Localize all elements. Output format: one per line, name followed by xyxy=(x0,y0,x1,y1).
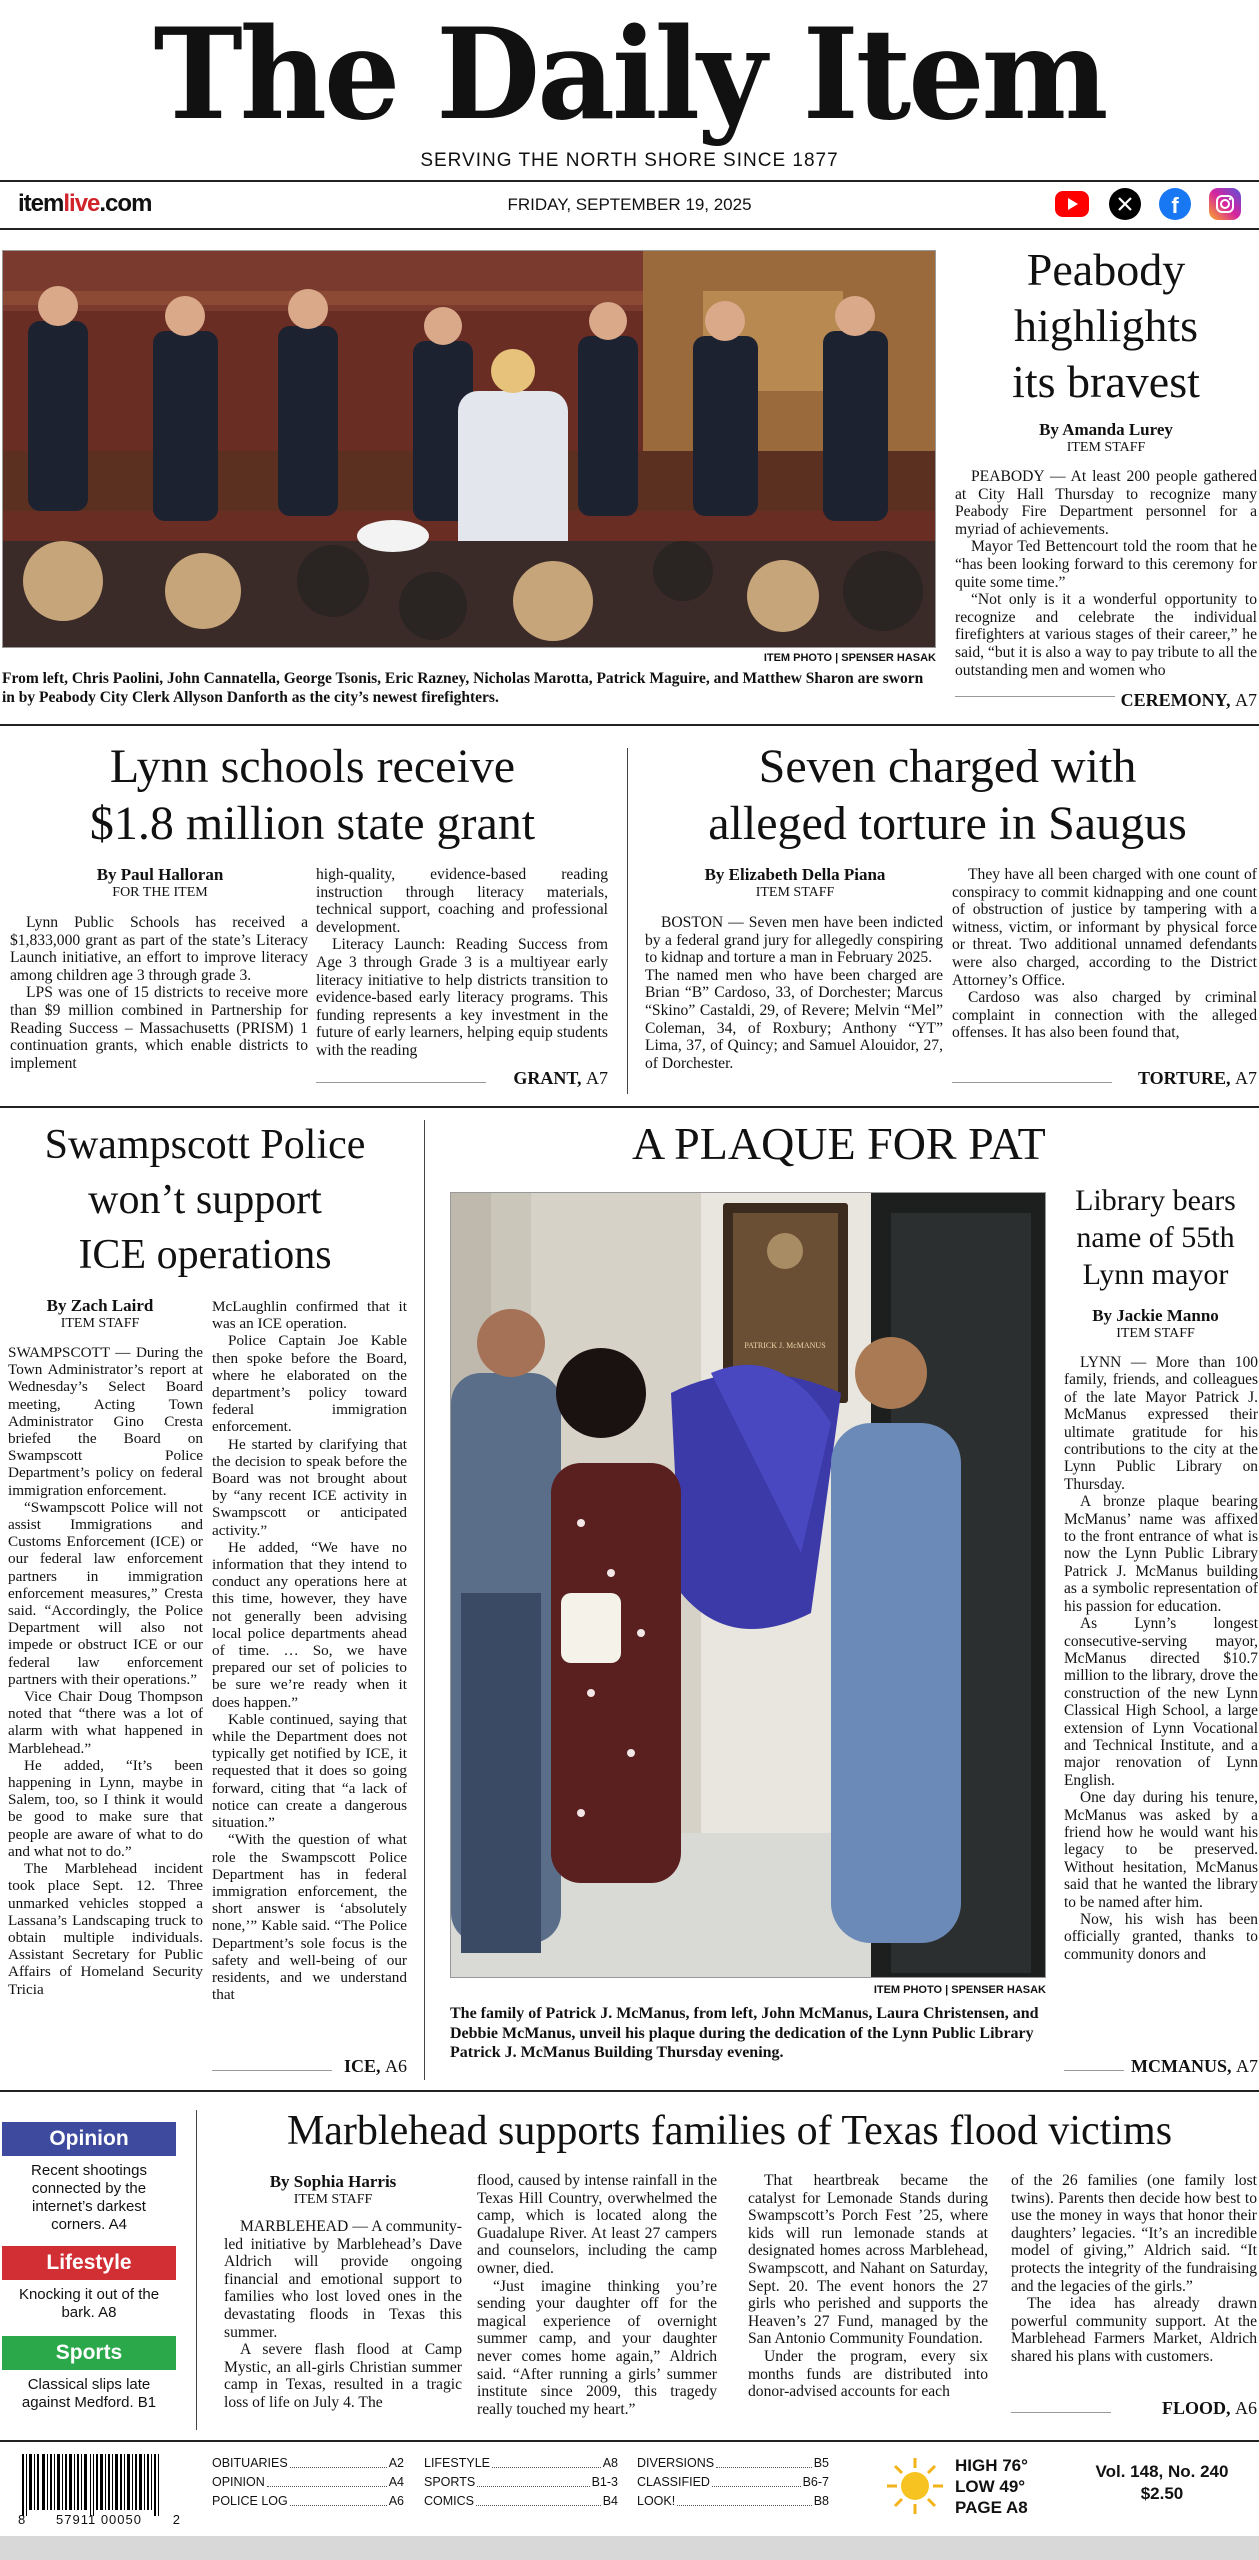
story-body-saugus-col2 xyxy=(952,866,1257,1062)
paragraph: PEABODY — At least 200 people gathered at City Hall Thursday to recognize many Peabody Fire Department personnel for a myriad of achievements. xyxy=(955,468,1257,538)
paragraph: He added, “It’s been happening in Lynn, maybe in Salem, too, so I think it would be good to make sure that people are aware of what to do and what not to do.” xyxy=(8,1756,203,1860)
section-promo-opinion[interactable] xyxy=(2,2122,176,2240)
jump-page: A7 xyxy=(1236,2056,1258,2076)
jump-word: TORTURE, xyxy=(1137,1068,1231,1088)
paragraph: BOSTON — Seven men have been indicted by a federal grand jury for allegedly conspiring to kidnap and torture a man in February 2025. xyxy=(645,914,943,967)
headline-line: won’t support xyxy=(88,1177,322,1223)
author-name: By Sophia Harris xyxy=(269,2172,397,2191)
paragraph: LPS was one of 15 districts to receive more than $9 million combined in Partnership for Reading Success – Massachusetts (PRISM) 1 continuation grants, which enable districts to implement xyxy=(10,984,308,1072)
jump-page: A6 xyxy=(385,2056,407,2076)
author-name: By Zach Laird xyxy=(46,1296,154,1315)
index-item[interactable]: CLASSIFIED B6-7 xyxy=(637,2475,829,2489)
author-name: By Jackie Manno xyxy=(1092,1306,1219,1325)
jump-word: ICE, xyxy=(343,2056,381,2076)
story-body-swampscott-col1 xyxy=(8,1344,203,2036)
author-role: ITEM STAFF xyxy=(1066,440,1146,455)
issue-date: FRIDAY, SEPTEMBER 19, 2025 xyxy=(507,195,752,214)
section-teaser: Knocking it out of the bark. A8 xyxy=(18,2286,160,2321)
masthead-tagline: SERVING THE NORTH SHORE SINCE 1877 xyxy=(420,150,839,171)
headline-line: alleged torture in Saugus xyxy=(708,797,1187,850)
photo-caption: The family of Patrick J. McManus, from left, John McManus, Laura Christensen, and Debbie McManus, unveil his plaque during the dedication of the Lynn Public Library Patrick J. McManus Building Thursday evening. xyxy=(450,2005,1039,2061)
site-prefix: item xyxy=(18,190,64,217)
story-headline-swampscott[interactable] xyxy=(0,1118,410,1283)
story-body-marblehead-col2 xyxy=(477,2172,717,2430)
paragraph: “Just imagine thinking you’re sending your daughter off for the magical experience of overnight summer camp, and your daughter never comes home again,” Aldrich said. “After running a girls’ summer institute since 2009, this tragedy really touched my heart.” xyxy=(477,2277,717,2418)
weather-page: PAGE A8 xyxy=(955,2498,1028,2517)
section-title: Opinion xyxy=(2,2122,176,2156)
instagram-icon[interactable] xyxy=(1209,188,1241,220)
paragraph: “Swampscott Police will not assist Immigrations and Customs Enforcement (ICE) or our federal law enforcement partners in immigration enforcement measures,” Cresta said. “Accordingly, the Police Department will also not impede or obstruct ICE or our federal law enforcement partners with their operations.” xyxy=(8,1498,203,1688)
headline-line: highlights xyxy=(1013,300,1199,351)
column-rule xyxy=(627,748,628,1094)
paragraph: flood, caused by intense rainfall in the Texas Hill Country, overwhelmed the camp, which is located along the Guadalupe River. At least 27 campers and counselors, including the camp owner, died. xyxy=(477,2172,717,2277)
headline-line: Lynn schools receive xyxy=(109,740,516,793)
headline-line: its bravest xyxy=(1012,356,1200,407)
jump-link-mcmanus[interactable] xyxy=(1064,2056,1258,2077)
paragraph: He added, “We have no information that they intend to conduct any operations here at this time, however, they have not generally been advising local police departments ahead of time. … So, we have prepared our set of policies to be sure we’re ready when it does happen.” xyxy=(212,1538,407,1711)
price: $2.50 xyxy=(1140,2484,1184,2503)
jump-link-ice[interactable] xyxy=(212,2056,407,2077)
section-title: Lifestyle xyxy=(2,2246,176,2280)
index-item[interactable]: SPORTS B1-3 xyxy=(424,2475,618,2489)
facebook-icon[interactable]: f xyxy=(1159,188,1191,220)
paragraph: Mayor Ted Bettencourt told the room that he “has been looking forward to this ceremony for quite some time.” xyxy=(955,538,1257,591)
paragraph: “With the question of what role the Swampscott Police Department has in federal immigration enforcement, the short answer is ‘absolutely none,’” Kable said. “The Police Department’s sole focus is the safety and well-being of our residents, and we understand that xyxy=(212,1831,407,2004)
paragraph: Lynn Public Schools has received a $1,833,000 grant as part of the state’s Literacy Launch initiative, an effort to improve literacy among children age 3 through grade 3. xyxy=(10,914,308,984)
site-suffix: .com xyxy=(99,190,152,217)
index-item[interactable]: COMICS B4 xyxy=(424,2494,618,2508)
paragraph: Now, his wish has been officially granted, thanks to community donors and xyxy=(1064,1911,1258,1963)
story-body-marblehead-col4 xyxy=(1011,2172,1257,2382)
masthead-divider-bottom xyxy=(0,228,1259,230)
section-title: Sports xyxy=(2,2336,176,2370)
headline-line: name of 55th xyxy=(1076,1221,1235,1254)
column-rule xyxy=(196,2110,197,2430)
masthead-title: The Daily Item xyxy=(153,0,1106,149)
author-role: ITEM STAFF xyxy=(60,1316,140,1331)
headline-line: ICE operations xyxy=(78,1232,332,1278)
barcode-number: 57911 00050 xyxy=(56,2512,142,2527)
bottom-bar xyxy=(0,2536,1259,2560)
paragraph: A bronze plaque bearing McManus’ name was affixed to the front entrance of what is now the Lynn Public Library Patrick J. McManus building as a symbolic representation of his passion for education. xyxy=(1064,1493,1258,1615)
story-body-library xyxy=(1064,1354,1258,2050)
byline-library xyxy=(1052,1306,1259,1342)
plaque-photo xyxy=(450,1192,1046,1978)
story-headline-marblehead[interactable]: Marblehead supports families of Texas flood victims xyxy=(286,2108,1173,2154)
story-body-saugus-col1 xyxy=(645,914,943,1094)
section-divider xyxy=(0,2090,1259,2092)
index-item[interactable]: POLICE LOG A6 xyxy=(212,2494,404,2508)
index-item[interactable]: DIVERSIONS B5 xyxy=(637,2456,829,2470)
jump-page: A7 xyxy=(1235,1068,1257,1088)
masthead-divider-top xyxy=(0,180,1259,182)
byline-saugus xyxy=(645,865,945,901)
author-role: FOR THE ITEM xyxy=(112,885,208,900)
paragraph: Kable continued, saying that while the Department does not typically get notified by ICE, it requested that it does so going forward, citing that “a lack of notice can create a dangerous situation.” xyxy=(212,1710,407,1832)
issue-info xyxy=(1072,2461,1252,2505)
volume-number: Vol. 148, No. 240 xyxy=(1095,2462,1229,2481)
paragraph: The idea has already drawn powerful community support. At the Marblehead Farmers Market, Aldrich shared his plans with customers. xyxy=(1011,2295,1257,2365)
headline-line: Seven charged with xyxy=(758,740,1137,793)
section-teaser: Recent shootings connected by the internet’s darkest corners. A4 xyxy=(31,2162,147,2233)
jump-page: A7 xyxy=(586,1068,608,1088)
jump-word: FLOOD, xyxy=(1161,2398,1231,2418)
author-role: ITEM STAFF xyxy=(755,885,835,900)
paragraph: MARBLEHEAD — A community-led initiative by Marblehead’s Dave Aldrich will provide ongoing financial and emotional support to families who lost loved ones in the devastating floods in Texas this summer. xyxy=(224,2218,462,2341)
index-item[interactable]: LOOK! B8 xyxy=(637,2494,829,2508)
headline-line: $1.8 million state grant xyxy=(89,797,536,850)
story-headline-saugus[interactable] xyxy=(636,738,1259,852)
paragraph: Under the program, every six months funds are distributed into donor-advised accounts for each xyxy=(748,2347,988,2401)
paragraph: A severe flash flood at Camp Mystic, an all-girls Christian summer camp in Texas, resulted in a tragic loss of life on July 4. The xyxy=(224,2341,462,2411)
index-item[interactable]: LIFESTYLE A8 xyxy=(424,2456,618,2470)
paragraph: Vice Chair Doug Thompson noted that “there was a lot of alarm with what happened in Marblehead.” xyxy=(8,1688,203,1757)
paragraph: of the 26 families (one family lost twins). Parents then decide how best to use the money in ways that honor their daughters’ legacies. “It’s an incredible model of giving,” Aldrich said. “It protects the integrity of the fundraising and the legacies of the girls.” xyxy=(1011,2172,1257,2295)
author-name: By Elizabeth Della Piana xyxy=(704,865,886,884)
jump-link-grant[interactable] xyxy=(316,1068,608,1089)
byline-lynn-schools xyxy=(10,865,310,901)
paragraph: SWAMPSCOTT — During the Town Administrator’s report at Wednesday’s Select Board meeting, Acting Town Administrator Gino Cresta briefed the Board on Swampscott Police Department’s policy on federal immigration enforcement. xyxy=(8,1344,203,1499)
column-rule xyxy=(424,1120,425,2080)
sun-icon xyxy=(885,2456,945,2516)
section-teaser: Classical slips late against Medford. B1 xyxy=(21,2376,157,2411)
jump-page: A6 xyxy=(1235,2398,1257,2418)
byline-peabody xyxy=(955,420,1257,456)
photo-credit: ITEM PHOTO | SPENSER HASAK xyxy=(873,1984,1046,1996)
paragraph: The Marblehead incident took place Sept. 12. Three unmarked vehicles stopped a Lassana’s Landscaping truck to obtain multiple individuals. Assistant Secretary for Public Affairs of Homeland Security Tricia xyxy=(8,1860,203,1998)
barcode xyxy=(18,2454,180,2532)
jump-link-torture[interactable] xyxy=(952,1068,1257,1089)
footer-divider xyxy=(0,2440,1259,2442)
story-body-lynn-schools-col1 xyxy=(10,914,308,1094)
jump-link-ceremony[interactable] xyxy=(955,690,1257,711)
index-column-1 xyxy=(212,2454,404,2511)
paragraph: “Not only is it a wonderful opportunity to recognize and celebrate the individual firefighters at various stages of their career,” he said, “but it is also a way to pay tribute to all the outstanding men and women who xyxy=(955,591,1257,679)
weather-high: HIGH 76° xyxy=(955,2456,1028,2475)
headline-line: Swampscott Police xyxy=(44,1122,366,1168)
story-banner-plaque[interactable]: A PLAQUE FOR PAT xyxy=(632,1118,1046,1169)
section-divider xyxy=(0,724,1259,726)
story-headline-peabody[interactable] xyxy=(955,242,1257,410)
firefighters-photo xyxy=(2,250,936,648)
story-body-marblehead-col3 xyxy=(748,2172,988,2430)
headline-line: Library bears xyxy=(1075,1184,1236,1217)
paragraph: The named men who have been charged are Brian “B” Cardoso, 33, of Dorchester; Marcus “Skino” Castaldi, 29, of Revere; Melvin “Mel” Coleman, 34, of Roxbury; Anthony “YT” Lima, 37, of Quincy; and Samuel Alouidor, 27, of Dorchester. xyxy=(645,966,943,1072)
section-divider xyxy=(0,1106,1259,1108)
site-live: live xyxy=(63,190,100,217)
story-headline-library[interactable] xyxy=(1052,1182,1259,1293)
jump-word: GRANT, xyxy=(513,1068,582,1088)
paragraph: high-quality, evidence-based reading instruction through literacy materials, technical support, coaching and professional development. xyxy=(316,866,608,936)
paragraph: Police Captain Joe Kable then spoke before the Board, where he elaborated on the department’s policy toward federal immigration enforcement. xyxy=(212,1332,407,1436)
paragraph: They have all been charged with one count of conspiracy to commit kidnapping and one count of obstruction of justice by tampering with a witness, victim, or informant by physical force or threat. Two additional unnamed defendants were also charged, according to the District Attorney’s Office. xyxy=(952,866,1257,989)
photo-credit: ITEM PHOTO | SPENSER HASAK xyxy=(763,652,936,664)
paragraph: As Lynn’s longest consecutive-serving mayor, McManus directed $10.7 million to the library, drove the construction of the new Lynn Classical High School, a large extension of Lynn Vocational and Technical Institute, and a major renovation of Lynn English. xyxy=(1064,1615,1258,1789)
paragraph: Literacy Launch: Reading Success from Age 3 through Grade 3 is a multiyear early literacy initiative to help districts transition to evidence-based early literacy programs. This funding represents a key investment in the future of early learners, helping equip students with the reading xyxy=(316,936,608,1059)
story-body-peabody xyxy=(955,468,1257,690)
story-body-lynn-schools-col2 xyxy=(316,866,608,1062)
story-headline-lynn-schools[interactable] xyxy=(0,738,625,852)
section-promo-sports[interactable] xyxy=(2,2336,176,2418)
index-item[interactable]: OBITUARIES A2 xyxy=(212,2456,404,2470)
jump-word: MCMANUS, xyxy=(1131,2056,1232,2076)
paragraph: He started by clarifying that the decision to speak before the Board was not brought about by “any recent ICE activity in Swampscott or anticipated activity.” xyxy=(212,1435,407,1539)
weather-low: LOW 49° xyxy=(955,2477,1026,2496)
photo-caption: From left, Chris Paolini, John Cannatella, George Tsonis, Eric Razney, Nicholas Marotta, Patrick Maguire, and Matthew Sharon are sworn in by Peabody City Clerk Allyson Danforth as the city’s newest firefighters. xyxy=(2,670,924,706)
paragraph: Cardoso was also charged by criminal complaint in connection with the alleged offenses. It has also been found that, xyxy=(952,989,1257,1042)
author-role: ITEM STAFF xyxy=(1116,1326,1195,1341)
headline-line: Lynn mayor xyxy=(1082,1258,1229,1291)
barcode-digit: 8 xyxy=(18,2512,26,2527)
author-name: By Amanda Lurey xyxy=(1039,420,1173,439)
author-role: ITEM STAFF xyxy=(293,2192,373,2207)
paragraph: LYNN — More than 100 family, friends, and colleagues of the late Mayor Patrick J. McManus expressed their ultimate gratitude for his contributions to the city at the Lynn Public Library on Thursday. xyxy=(1064,1354,1258,1493)
jump-link-flood[interactable] xyxy=(1011,2398,1257,2419)
plaque-text: PATRICK J. McMANUS xyxy=(744,1341,826,1350)
paragraph: McLaughlin confirmed that it was an ICE operation. xyxy=(212,1298,407,1333)
index-column-3 xyxy=(637,2454,829,2511)
byline-swampscott xyxy=(0,1296,200,1332)
story-body-marblehead-col1 xyxy=(224,2218,462,2430)
byline-marblehead xyxy=(208,2172,458,2208)
index-column-2 xyxy=(424,2454,618,2511)
headline-line: Peabody xyxy=(1026,244,1186,295)
section-promo-lifestyle[interactable] xyxy=(2,2246,176,2328)
jump-word: CEREMONY, xyxy=(1120,690,1231,710)
barcode-digit: 2 xyxy=(172,2512,180,2527)
youtube-icon[interactable] xyxy=(1055,191,1089,217)
paragraph: One day during his tenure, McManus was asked by a friend how he would want his legacy to be preserved. Without hesitation, McManus said that he wanted the library to be named after him. xyxy=(1064,1789,1258,1911)
story-body-swampscott-col2 xyxy=(212,1298,407,2016)
index-item[interactable]: OPINION A4 xyxy=(212,2475,404,2489)
jump-page: A7 xyxy=(1235,690,1257,710)
weather-box[interactable] xyxy=(955,2455,1065,2518)
author-name: By Paul Halloran xyxy=(96,865,224,884)
paragraph: That heartbreak became the catalyst for Lemonade Stands during Swampscott’s Porch Fest ’25, where kids will run lemonade stands at designated homes across Marblehead, Swampscott, and Nahant on Saturday, Sept. 20. The event honors the 27 girls who perished and supports the Heaven’s 27 Fund, managed by the San Antonio Community Foundation. xyxy=(748,2172,988,2348)
x-icon[interactable] xyxy=(1109,188,1141,220)
